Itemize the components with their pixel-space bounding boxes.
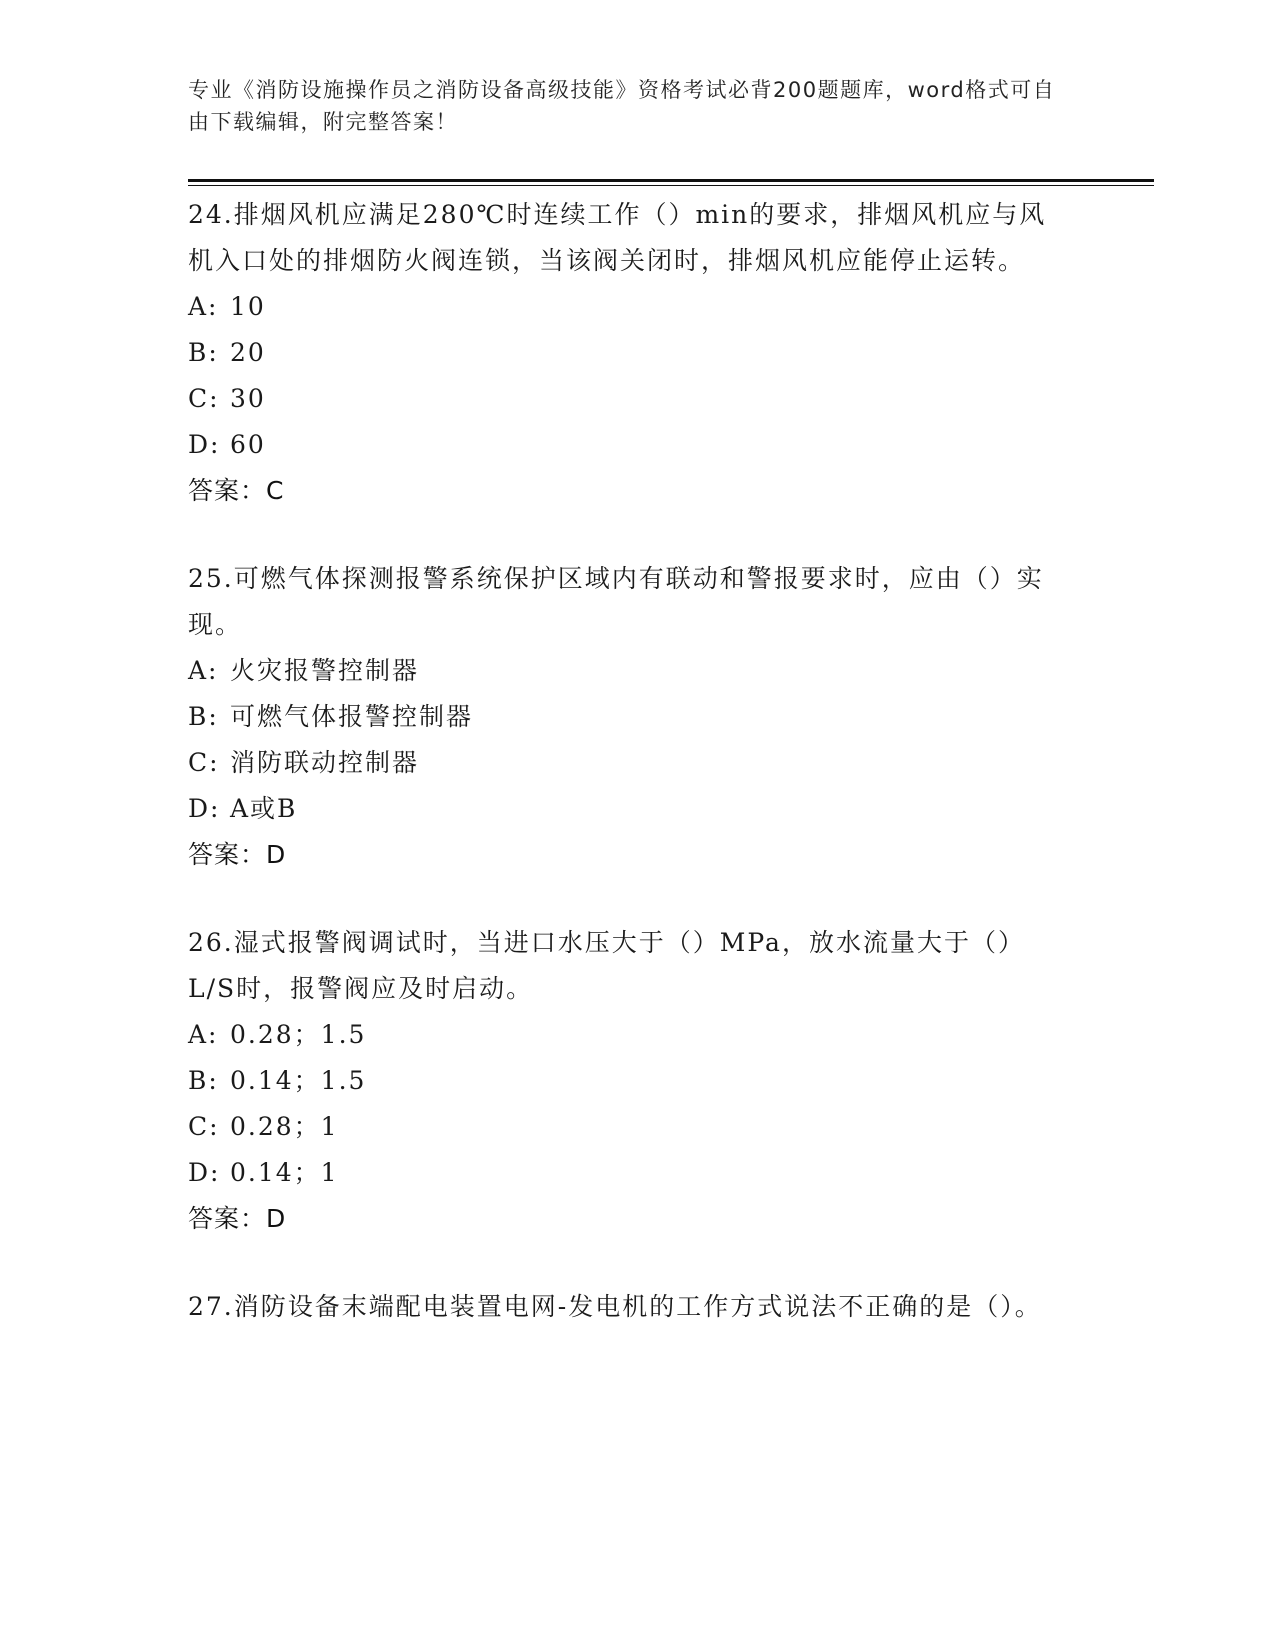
- option-value: 60: [230, 430, 266, 459]
- option-key: C:: [188, 1112, 220, 1141]
- option-d: [188, 1150, 1068, 1196]
- question-text: 27.消防设备末端配电装置电网-发电机的工作方式说法不正确的是（）。: [188, 1292, 1042, 1321]
- document-header: 专业《消防设施操作员之消防设备高级技能》资格考试必背200题题库，word格式可自由下载编辑，附完整答案！: [188, 78, 1056, 134]
- option-d: [188, 786, 1068, 832]
- option-key: B:: [188, 338, 219, 367]
- question-list: [188, 192, 1068, 1372]
- option-key: B:: [188, 1066, 219, 1095]
- option-value: 0.28；1.5: [230, 1020, 367, 1049]
- option-key: C:: [188, 748, 220, 777]
- option-value: 0.28；1: [230, 1112, 339, 1141]
- option-value: 火灾报警控制器: [230, 656, 420, 685]
- option-key: A:: [188, 292, 219, 321]
- option-c: [188, 376, 1068, 422]
- option-a: [188, 1012, 1068, 1058]
- question-26: [188, 920, 1068, 1242]
- answer-line: 答案：D: [188, 840, 287, 869]
- option-value: 20: [230, 338, 266, 367]
- header-rule-thick: [188, 179, 1154, 182]
- question-27: [188, 1284, 1068, 1330]
- question-text: 25.可燃气体探测报警系统保护区域内有联动和警报要求时，应由（）实现。: [188, 564, 1044, 639]
- option-d: [188, 422, 1068, 468]
- question-text: 24.排烟风机应满足280℃时连续工作（）min的要求，排烟风机应与风机入口处的排烟防火阀连锁，当该阀关闭时，排烟风机应能停止运转。: [188, 200, 1047, 275]
- option-value: 可燃气体报警控制器: [230, 702, 474, 731]
- option-value: 30: [230, 384, 266, 413]
- option-a: [188, 284, 1068, 330]
- question-25: [188, 556, 1068, 878]
- option-value: 消防联动控制器: [230, 748, 420, 777]
- option-key: D:: [188, 430, 221, 459]
- option-b: [188, 330, 1068, 376]
- option-key: D:: [188, 794, 221, 823]
- option-value: 0.14；1.5: [230, 1066, 367, 1095]
- answer-line: 答案：D: [188, 1204, 287, 1233]
- option-key: A:: [188, 656, 219, 685]
- header-rule-thin: [188, 185, 1154, 186]
- option-c: [188, 1104, 1068, 1150]
- option-a: [188, 648, 1068, 694]
- question-24: [188, 192, 1068, 514]
- option-b: [188, 1058, 1068, 1104]
- option-key: C:: [188, 384, 220, 413]
- option-c: [188, 740, 1068, 786]
- answer-line: 答案：C: [188, 476, 285, 505]
- question-text: 26.湿式报警阀调试时，当进口水压大于（）MPa，放水流量大于（）L/S时，报警阀应及时启动。: [188, 928, 1025, 1003]
- option-key: A:: [188, 1020, 219, 1049]
- option-value: 0.14；1: [230, 1158, 339, 1187]
- option-key: B:: [188, 702, 219, 731]
- option-value: A或B: [230, 794, 298, 823]
- option-value: 10: [230, 292, 266, 321]
- option-b: [188, 694, 1068, 740]
- option-key: D:: [188, 1158, 221, 1187]
